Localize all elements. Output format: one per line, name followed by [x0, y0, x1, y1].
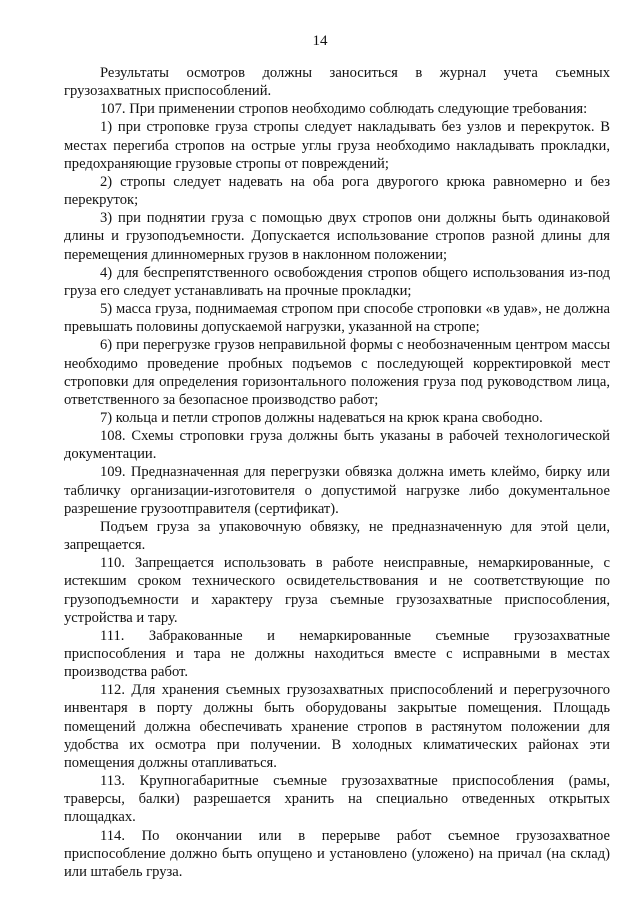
list-item-107-5: 5) масса груза, поднимаемая стропом при способе строповки «в удав», не должна превышать половины допускаемой нагрузки, указанной на стропе;: [64, 301, 610, 336]
document-body: [64, 64, 610, 881]
paragraph-112: 112. Для хранения съемных грузозахватных приспособлений и перегрузочного инвентаря в порту должны быть оборудованы закрытые помещения. Площадь помещений должна обеспечивать хранение стропов в растянутом положении для удобства их осмотра при получении. В холодных климатических районах эти помещения должны отапливаться.: [64, 682, 610, 771]
paragraph-inspection-results: Результаты осмотров должны заноситься в журнал учета съемных грузозахватных приспособлений.: [64, 65, 610, 100]
list-item-107-4: 4) для беспрепятственного освобождения стропов общего использования из-под груза его следует устанавливать на прочные прокладки;: [64, 264, 610, 299]
page-number: 14: [312, 33, 328, 49]
paragraph-packing-lift: Подъем груза за упаковочную обвязку, не предназначенную для этой цели, запрещается.: [64, 518, 610, 554]
paragraph-114: 114. По окончании или в перерыве работ съемное грузозахватное приспособление должно быть опущено и установлено (уложено) на причал (на склад) или штабель груза.: [64, 827, 610, 880]
paragraph-109: 109. Предназначенная для перегрузки обвязка должна иметь клеймо, бирку или табличку организации-изготовителя о допустимой нагрузке либо документальное разрешение грузоотправителя (сертификат).: [64, 464, 610, 517]
paragraph-113: 113. Крупногабаритные съемные грузозахватные приспособления (рамы, траверсы, балки) разрешается хранить на специально отведенных открытых площадках.: [64, 773, 610, 826]
list-item-107-2: 2) стропы следует надевать на оба рога двурогого крюка равномерно и без перекруток;: [64, 173, 610, 209]
list-item-107-3: 3) при поднятии груза с помощью двух стропов они должны быть одинаковой длины и грузоподъемности. Допускается использование стропов разной длины для перемещения длинномерных грузов в наклонном положении;: [64, 210, 610, 263]
paragraph-110: 110. Запрещается использовать в работе неисправные, немаркированные, с истекшим сроком технического освидетельствования и не соответствующие по грузоподъемности и характеру груза съемные грузозахватные приспособления, устройства и тару.: [64, 555, 610, 626]
paragraph-111: 111. Забракованные и немаркированные съемные грузозахватные приспособления и тара не должны находиться вместе с исправными в местах производства работ.: [64, 627, 610, 681]
list-item-107-7: 7) кольца и петли стропов должны надеваться на крюк крана свободно.: [100, 409, 543, 426]
list-item-107-6: 6) при перегрузке грузов неправильной формы с необозначенным центром массы необходимо проведение пробных подъемов с последующей корректировкой мест строповки для определения горизонтального положения груза под руководством лица, ответственного за безопасное производство работ;: [64, 337, 610, 408]
paragraph-107: 107. При применении стропов необходимо соблюдать следующие требования:: [100, 101, 588, 118]
paragraph-108: 108. Схемы строповки груза должны быть указаны в рабочей технологической документации.: [64, 428, 610, 463]
list-item-107-1: 1) при строповке груза стропы следует накладывать без узлов и перекруток. В местах перегиба стропов на острые углы груза необходимо накладывать прокладки, предохраняющие грузовые стропы от повреждений;: [64, 119, 610, 172]
